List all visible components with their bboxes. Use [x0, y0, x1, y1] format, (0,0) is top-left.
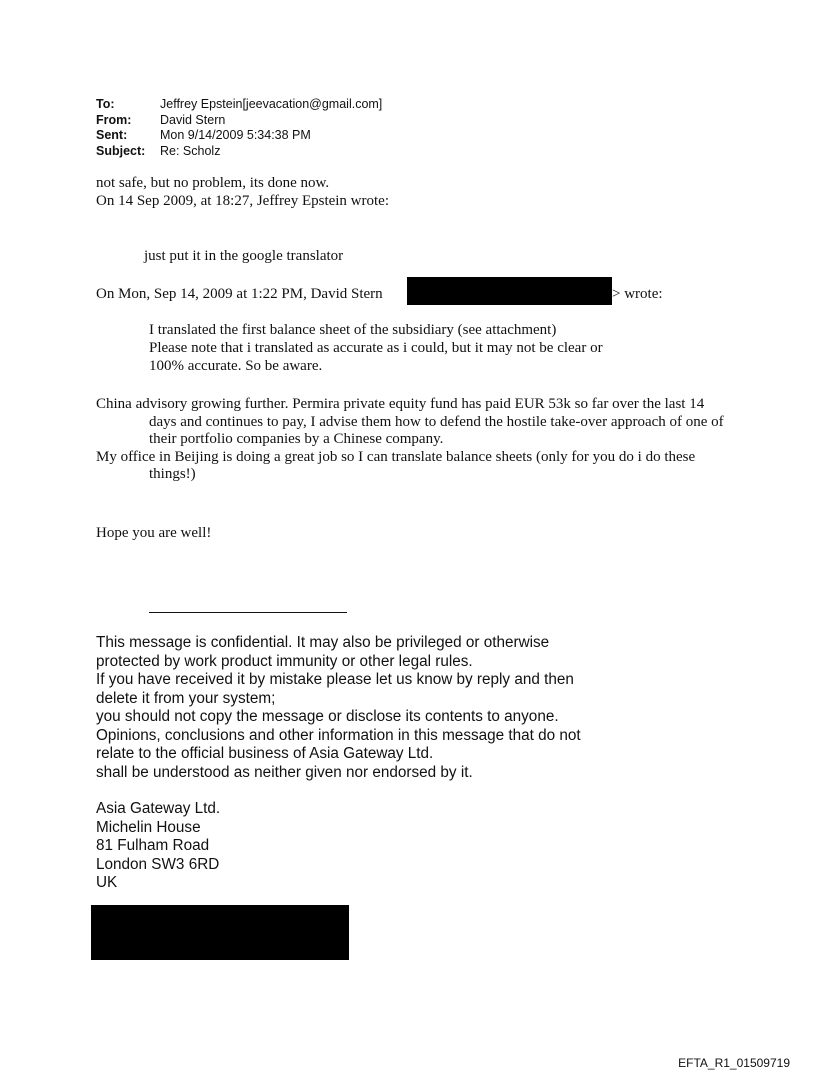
address-line: 81 Fulham Road — [96, 837, 210, 854]
quote-attribution-prefix: On Mon, Sep 14, 2009 at 1:22 PM, David Stern — [96, 286, 383, 302]
quoted-line-3: 100% accurate. So be aware. — [149, 358, 323, 374]
sent-value: Mon 9/14/2009 5:34:38 PM — [160, 128, 311, 142]
quoted-line-1: I translated the first balance sheet of the subsidiary (see attachment) — [149, 322, 557, 338]
sent-row — [96, 128, 382, 144]
disclaimer-line: relate to the official business of Asia Gateway Ltd. — [96, 745, 434, 762]
email-header — [96, 97, 382, 159]
quote-attribution: On 14 Sep 2009, at 18:27, Jeffrey Epstein wrote: — [96, 193, 390, 209]
quote-attribution-2 — [96, 286, 383, 304]
disclaimer — [96, 634, 581, 782]
company-address — [96, 800, 220, 893]
subject-row — [96, 144, 382, 160]
subject-value: Re: Scholz — [160, 143, 221, 158]
address-line: UK — [96, 874, 118, 891]
redaction-block — [91, 905, 349, 960]
quoted-paragraphs — [96, 396, 729, 484]
quoted-line-2: Please note that i translated as accurate as i could, but it may not be clear or — [149, 340, 603, 356]
closing-line: Hope you are well! — [96, 525, 212, 541]
disclaimer-line: you should not copy the message or disclose its contents to anyone. — [96, 708, 559, 725]
from-value: David Stern — [160, 112, 226, 127]
to-label: To: — [96, 97, 115, 111]
disclaimer-line: Opinions, conclusions and other information in this message that do not — [96, 726, 581, 744]
document-id: EFTA_R1_01509719 — [678, 1056, 790, 1070]
disclaimer-line: shall be understood as neither given nor endorsed by it. — [96, 763, 473, 781]
sent-label: Sent: — [96, 128, 128, 142]
redaction-bar — [407, 277, 612, 305]
to-value: Jeffrey Epstein[jeevacation@gmail.com] — [160, 97, 383, 111]
address-line: Michelin House — [96, 818, 201, 836]
reply-line: not safe, but no problem, its done now. — [96, 175, 330, 191]
from-row — [96, 113, 382, 129]
subject-label: Subject: — [96, 143, 146, 158]
disclaimer-line: delete it from your system; — [96, 689, 276, 707]
quoted-text: just put it in the google translator — [144, 248, 344, 264]
disclaimer-line: This message is confidential. It may also be privileged or otherwise — [96, 634, 550, 651]
to-row — [96, 97, 382, 113]
quote-attribution-suffix: > wrote: — [612, 286, 663, 302]
disclaimer-line: protected by work product immunity or other legal rules. — [96, 652, 473, 670]
disclaimer-line: If you have received it by mistake please let us know by reply and then — [96, 671, 574, 688]
address-line: Asia Gateway Ltd. — [96, 800, 221, 817]
from-label: From: — [96, 112, 132, 127]
signature-divider — [149, 612, 347, 613]
address-line: London SW3 6RD — [96, 855, 220, 873]
paragraph-beijing-office: My office in Beijing is doing a great job so I can translate balance sheets (only for you do i do these things!) — [96, 448, 696, 482]
paragraph-china-advisory: China advisory growing further. Permira private equity fund has paid EUR 53k so far over the last 14 days and continues to pay, I advise them how to defend the hostile take-over approach of one of their portfolio companies by a Chinese company. — [96, 396, 724, 447]
